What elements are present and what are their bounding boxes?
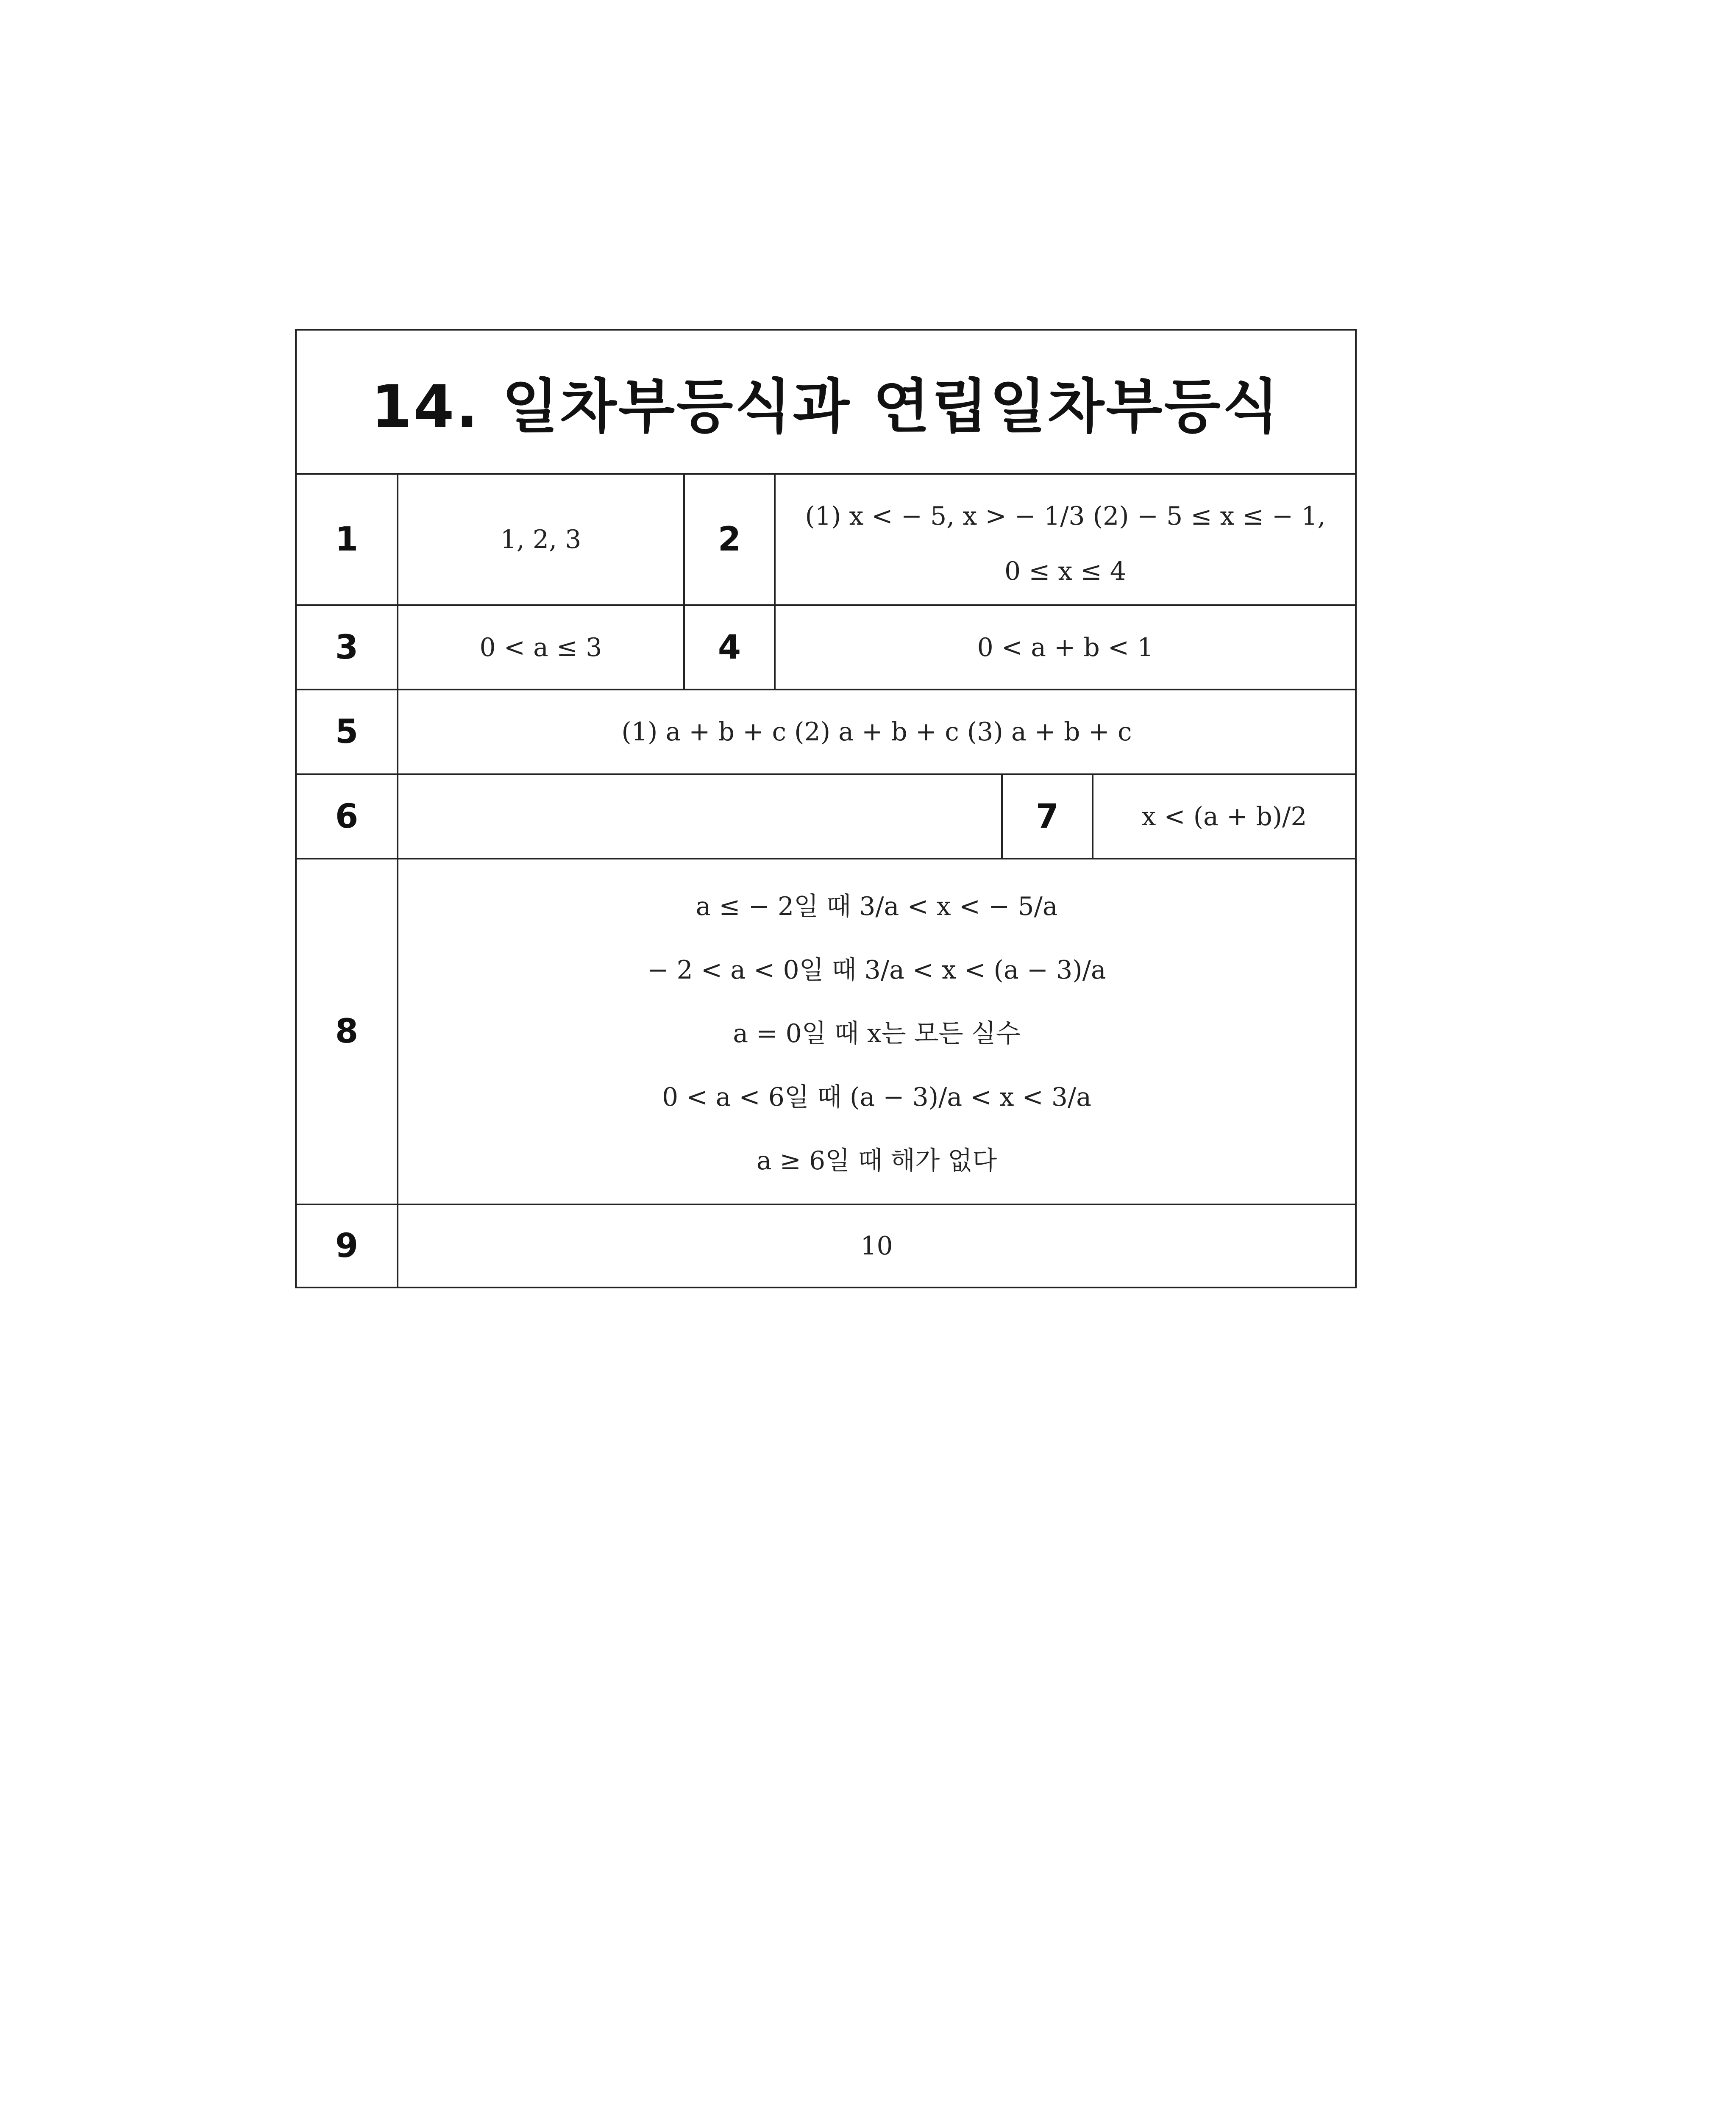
question-number: 2	[718, 520, 741, 559]
answer-text: (1) a + b + c (2) a + b + c (3) a + b + c	[621, 717, 1132, 747]
answer-text: 0 ≤ x ≤ 4	[1004, 556, 1126, 586]
question-number-cell	[297, 1205, 397, 1287]
question-number-cell	[297, 606, 397, 689]
answer-cell	[397, 606, 683, 689]
question-number: 1	[335, 520, 359, 559]
answer-text: − 2 < a < 0일 때 3/a < x < (a − 3)/a	[647, 955, 1106, 985]
answer-text: a ≥ 6일 때 해가 없다	[756, 1146, 997, 1176]
row-3-4	[297, 604, 1355, 689]
answer-text: 0 < a ≤ 3	[479, 632, 602, 662]
question-number: 5	[335, 713, 359, 751]
question-number: 6	[335, 797, 359, 836]
answer-text: 10	[860, 1231, 893, 1261]
answer-text: (1) x < − 5, x > − 1/3 (2) − 5 ≤ x ≤ − 1,	[805, 501, 1326, 531]
question-number-cell	[297, 775, 397, 858]
question-number: 4	[718, 628, 741, 667]
question-number-cell	[683, 606, 774, 689]
row-1-2	[297, 473, 1355, 604]
answer-lines	[647, 873, 1106, 1190]
answer-cell	[774, 606, 1355, 689]
answer-text: 1, 2, 3	[500, 525, 581, 554]
answer-cell	[397, 775, 1001, 858]
question-number: 3	[335, 628, 359, 667]
answer-cell	[397, 1205, 1355, 1287]
answer-cell	[397, 859, 1355, 1204]
answer-text: x < (a + b)/2	[1141, 801, 1307, 831]
row-9	[297, 1204, 1355, 1287]
question-number: 9	[335, 1227, 359, 1265]
answer-text: a ≤ − 2일 때 3/a < x < − 5/a	[696, 892, 1058, 921]
question-number-cell	[297, 690, 397, 773]
title-row	[297, 331, 1355, 473]
answer-lines	[805, 484, 1325, 595]
answer-line	[662, 1063, 1091, 1127]
row-6-7	[297, 773, 1355, 858]
answer-line	[647, 936, 1106, 1000]
question-number: 7	[1035, 797, 1059, 836]
answer-cell	[397, 690, 1355, 773]
answer-line	[757, 1127, 997, 1190]
answer-line	[1004, 548, 1126, 595]
row-5	[297, 689, 1355, 773]
row-8	[297, 858, 1355, 1204]
answer-table	[295, 329, 1357, 1288]
answer-line	[733, 1000, 1020, 1063]
question-number: 8	[335, 1012, 359, 1051]
title-cell	[297, 331, 1355, 473]
question-number-cell	[297, 859, 397, 1204]
answer-text: 0 < a + b < 1	[977, 632, 1154, 662]
answer-cell	[397, 475, 683, 604]
answer-text: 0 < a < 6일 때 (a − 3)/a < x < 3/a	[662, 1082, 1092, 1112]
answer-line	[696, 873, 1057, 936]
answer-line	[805, 484, 1325, 548]
answer-cell	[1092, 775, 1355, 858]
question-number-cell	[297, 475, 397, 604]
answer-text: a = 0일 때 x는 모든 실수	[733, 1019, 1021, 1048]
question-number-cell	[1001, 775, 1092, 858]
answer-cell	[774, 475, 1355, 604]
page-title: 14. 일차부등식과 연립일차부등식	[371, 373, 1281, 441]
question-number-cell	[683, 475, 774, 604]
